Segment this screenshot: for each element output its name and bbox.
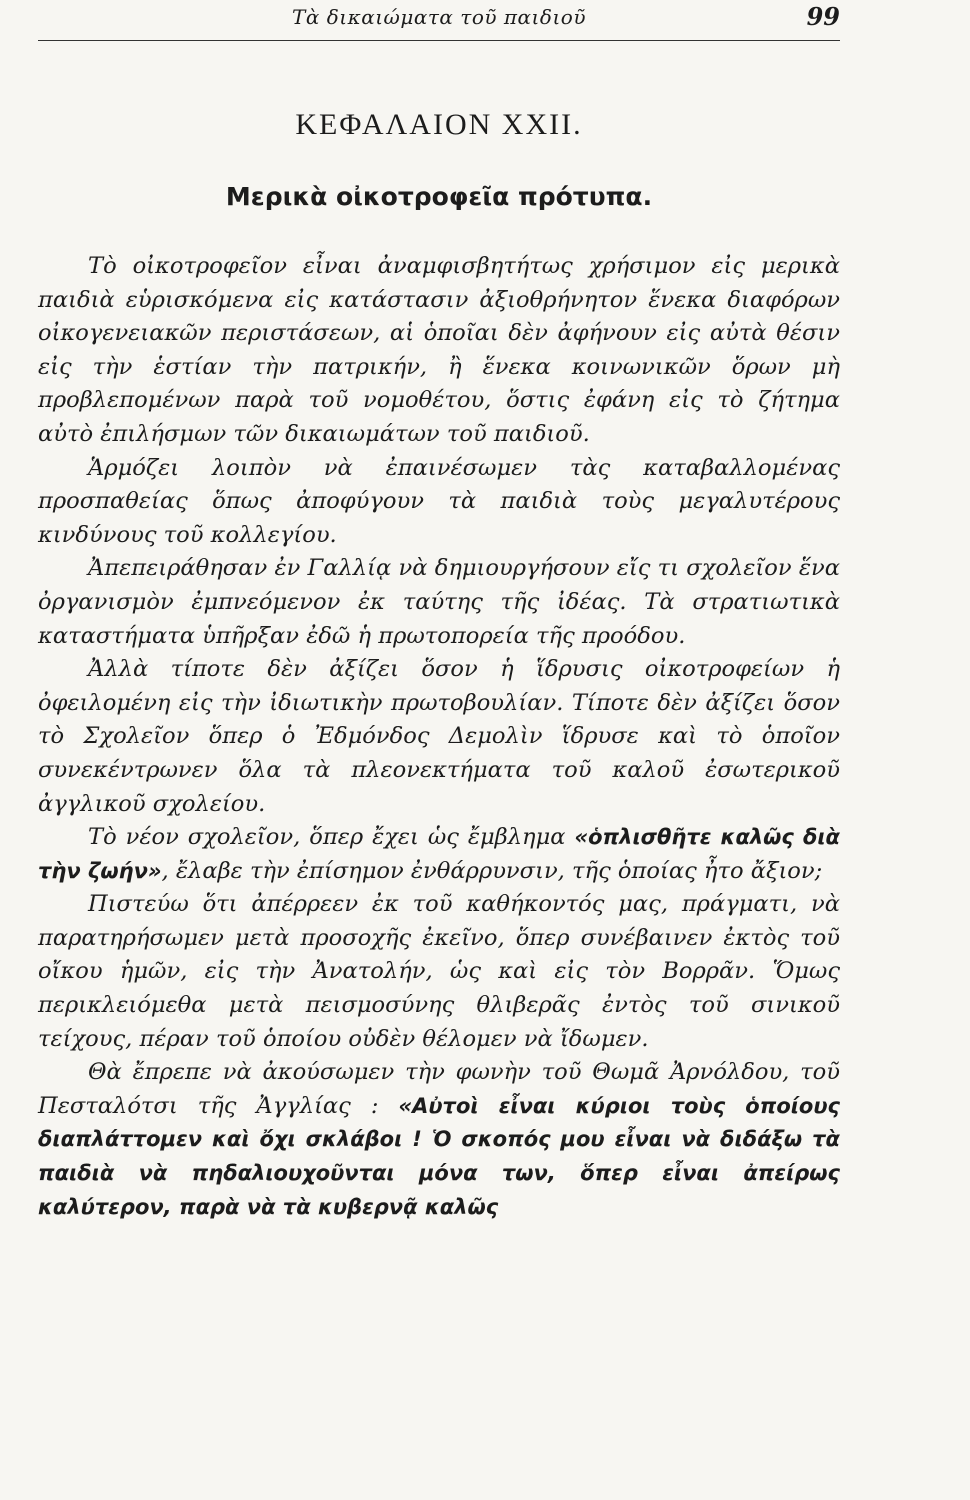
paragraph-2: Ἁρμόζει λοιπὸν νὰ ἐπαινέσωμεν τὰς καταβαλλομένας προσπαθείας ὅπως ἀποφύγουν τὰ παιδιὰ τοὺς μεγαλυτέρους κινδύνους τοῦ κολλεγίου. (38, 454, 840, 548)
paragraph-4: Ἀλλὰ τίποτε δὲν ἀξίζει ὅσον ἡ ἵδρυσις οἰκοτροφείων ἡ ὀφειλομένη εἰς τὴν ἰδιωτικὴν πρωτοβουλίαν. Τίποτε δὲν ἀξίζει ὅσον τὸ Σχολεῖον ὅπερ ὁ Ἐδμόνδος Δεμολὶν ἵδρυσε καὶ τὸ ὁποῖον συνεκέντρωνεν ὅλα τὰ πλεονεκτήματα τοῦ καλοῦ ἐσωτερικοῦ ἀγγλικοῦ σχολείου. (38, 656, 840, 817)
paragraph-7-lead: Θὰ ἔπρεπε νὰ ἀκούσωμεν τὴν φωνὴν τοῦ Θωμᾶ Ἀρνόλδου, τοῦ Πεσταλότσι τῆς Ἀγγλίας : (38, 1059, 840, 1119)
paragraph-6: Πιστεύω ὅτι ἀπέρρεεν ἐκ τοῦ καθήκοντός μας, πράγματι, νὰ παρατηρήσωμεν μετὰ προσοχῆς ἐκεῖνο, ὅπερ συνέβαινεν ἐκτὸς τοῦ οἴκου ἡμῶν, εἰς τὴν Ἀνατολήν, ὡς καὶ εἰς τὸν Βορρᾶν. Ὅμως περικλειόμεθα μετὰ πεισμοσύνης θλιβερᾶς ἐντὸς τοῦ σινικοῦ τείχους, πέραν τοῦ ὁποίου οὐδὲν θέλομεν νὰ ἴδωμεν. (38, 891, 840, 1052)
book-page (38, 0, 840, 1500)
paragraph-3: Ἀπεπειράθησαν ἐν Γαλλίᾳ νὰ δημιουργήσουν εἴς τι σχολεῖον ἕνα ὀργανισμὸν ἐμπνεόμενον ἐκ ταύτης τῆς ἰδέας. Τὰ στρατιωτικὰ καταστήματα ὑπῆρξαν ἐδῶ ἡ πρωτοπορεία τῆς προόδου. (38, 555, 840, 649)
body-text (38, 250, 840, 1224)
page-number: 99 (806, 2, 840, 31)
paragraph-5-lead: Τὸ νέον σχολεῖον, ὅπερ ἔχει ὡς ἔμβλημα (88, 824, 575, 851)
chapter-subtitle: Μερικὰ οἰκοτροφεῖα πρότυπα. (225, 182, 653, 211)
paragraph-5-tail: , ἔλαβε τὴν ἐπίσημον ἐνθάρρυνσιν, τῆς ὁποίας ἦτο ἄξιον; (161, 857, 823, 884)
school-motto: «ὁπλισθῆτε καλῶς διὰ τὴν ζωήν» (38, 825, 840, 883)
running-header (38, 0, 840, 41)
chapter-title: ΚΕΦΑΛΑΙΟΝ XXII. (295, 108, 583, 141)
paragraph-7 (38, 1056, 840, 1224)
paragraph-1: Τὸ οἰκοτροφεῖον εἶναι ἀναμφισβητήτως χρήσιμον εἰς μερικὰ παιδιὰ εὑρισκόμενα εἰς κατάστασιν ἀξιοθρήνητον ἕνεκα διαφόρων οἰκογενειακῶν περιστάσεων, αἱ ὁποῖαι δὲν ἀφήνουν εἰς αὐτὰ θέσιν εἰς τὴν ἑστίαν τὴν πατρικήν, ἢ ἕνεκα κοινωνικῶν ὅρων μὴ προβλεπομένων παρὰ τοῦ νομοθέτου, ὅστις ἐφάνη εἰς τὸ ζήτημα αὐτὸ ἐπιλήσμων τῶν δικαιωμάτων τοῦ παιδιοῦ. (38, 253, 840, 447)
running-title: Τὰ δικαιώματα τοῦ παιδιοῦ (292, 5, 586, 29)
paragraph-5 (38, 821, 840, 888)
arnold-quote: «Αὐτοὶ εἶναι κύριοι τοὺς ὁποίους διαπλάττομεν καὶ ὄχι σκλάβοι ! Ὁ σκοπός μου εἶναι νὰ διδάξω τὰ παιδιὰ νὰ πηδαλιουχοῦνται μόνα των, ὅπερ εἶναι ἀπείρως καλύτερον, παρὰ νὰ τὰ κυβερνᾷ καλῶς (38, 1093, 840, 1219)
